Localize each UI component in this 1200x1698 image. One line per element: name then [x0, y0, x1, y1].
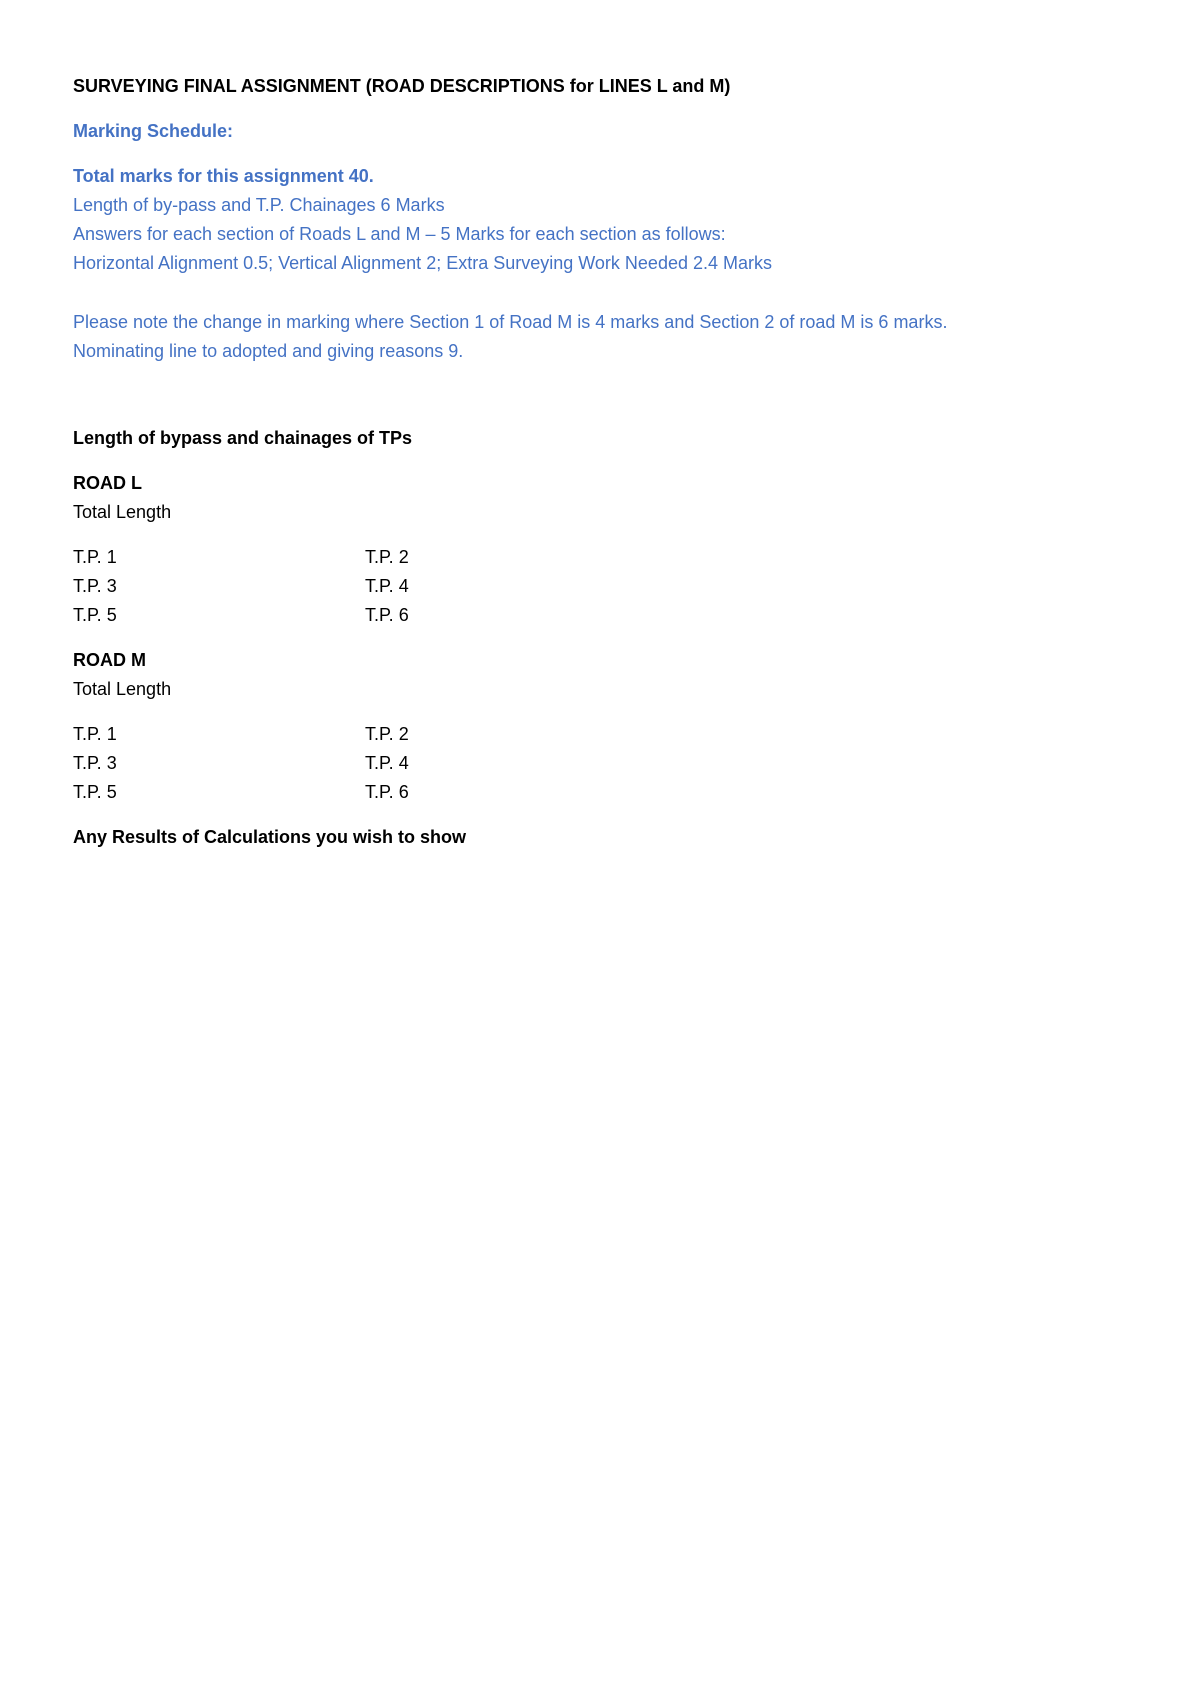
road-m-tp-4: T.P. 4: [365, 753, 409, 773]
road-l-tp-2: T.P. 2: [365, 547, 409, 567]
road-m-tp-6: T.P. 6: [365, 782, 409, 802]
road-m-heading: ROAD M: [73, 650, 146, 670]
road-l-tp-1: T.P. 1: [73, 547, 117, 567]
calculations-heading: Any Results of Calculations you wish to show: [73, 827, 467, 847]
marking-schedule-heading: Marking Schedule:: [73, 121, 234, 141]
road-l-tp-row: [73, 572, 1133, 601]
road-l-tp-row: [73, 543, 1133, 572]
marking-note-change: Please note the change in marking where Section 1 of Road M is 4 marks and Section 2 of road M is 6 marks.: [73, 312, 948, 332]
total-marks-line: Total marks for this assignment 40.: [73, 166, 374, 186]
road-m-tp-1: T.P. 1: [73, 724, 117, 744]
road-m-tp-row: [73, 720, 1133, 749]
road-l-tp-5: T.P. 5: [73, 605, 117, 625]
road-l-tp-4: T.P. 4: [365, 576, 409, 596]
road-m-tp-2: T.P. 2: [365, 724, 409, 744]
marking-note-nominating: Nominating line to adopted and giving reasons 9.: [73, 341, 464, 361]
document-title: SURVEYING FINAL ASSIGNMENT (ROAD DESCRIPTIONS for LINES L and M): [73, 76, 731, 96]
marking-line-bypass: Length of by-pass and T.P. Chainages 6 Marks: [73, 195, 445, 215]
road-m-total-length: Total Length: [73, 679, 172, 699]
road-l-tp-3: T.P. 3: [73, 576, 117, 596]
road-l-total-length: Total Length: [73, 502, 172, 522]
road-m-tp-5: T.P. 5: [73, 782, 117, 802]
marking-line-alignment: Horizontal Alignment 0.5; Vertical Alignment 2; Extra Surveying Work Needed 2.4 Marks: [73, 253, 773, 273]
marking-line-sections: Answers for each section of Roads L and M – 5 Marks for each section as follows:: [73, 224, 726, 244]
road-l-tp-6: T.P. 6: [365, 605, 409, 625]
document-body: [73, 72, 1133, 852]
road-m-tp-row: [73, 778, 1133, 807]
road-m-tp-3: T.P. 3: [73, 753, 117, 773]
road-l-tp-row: [73, 601, 1133, 630]
road-l-heading: ROAD L: [73, 473, 142, 493]
road-m-tp-row: [73, 749, 1133, 778]
bypass-chainages-heading: Length of bypass and chainages of TPs: [73, 428, 413, 448]
